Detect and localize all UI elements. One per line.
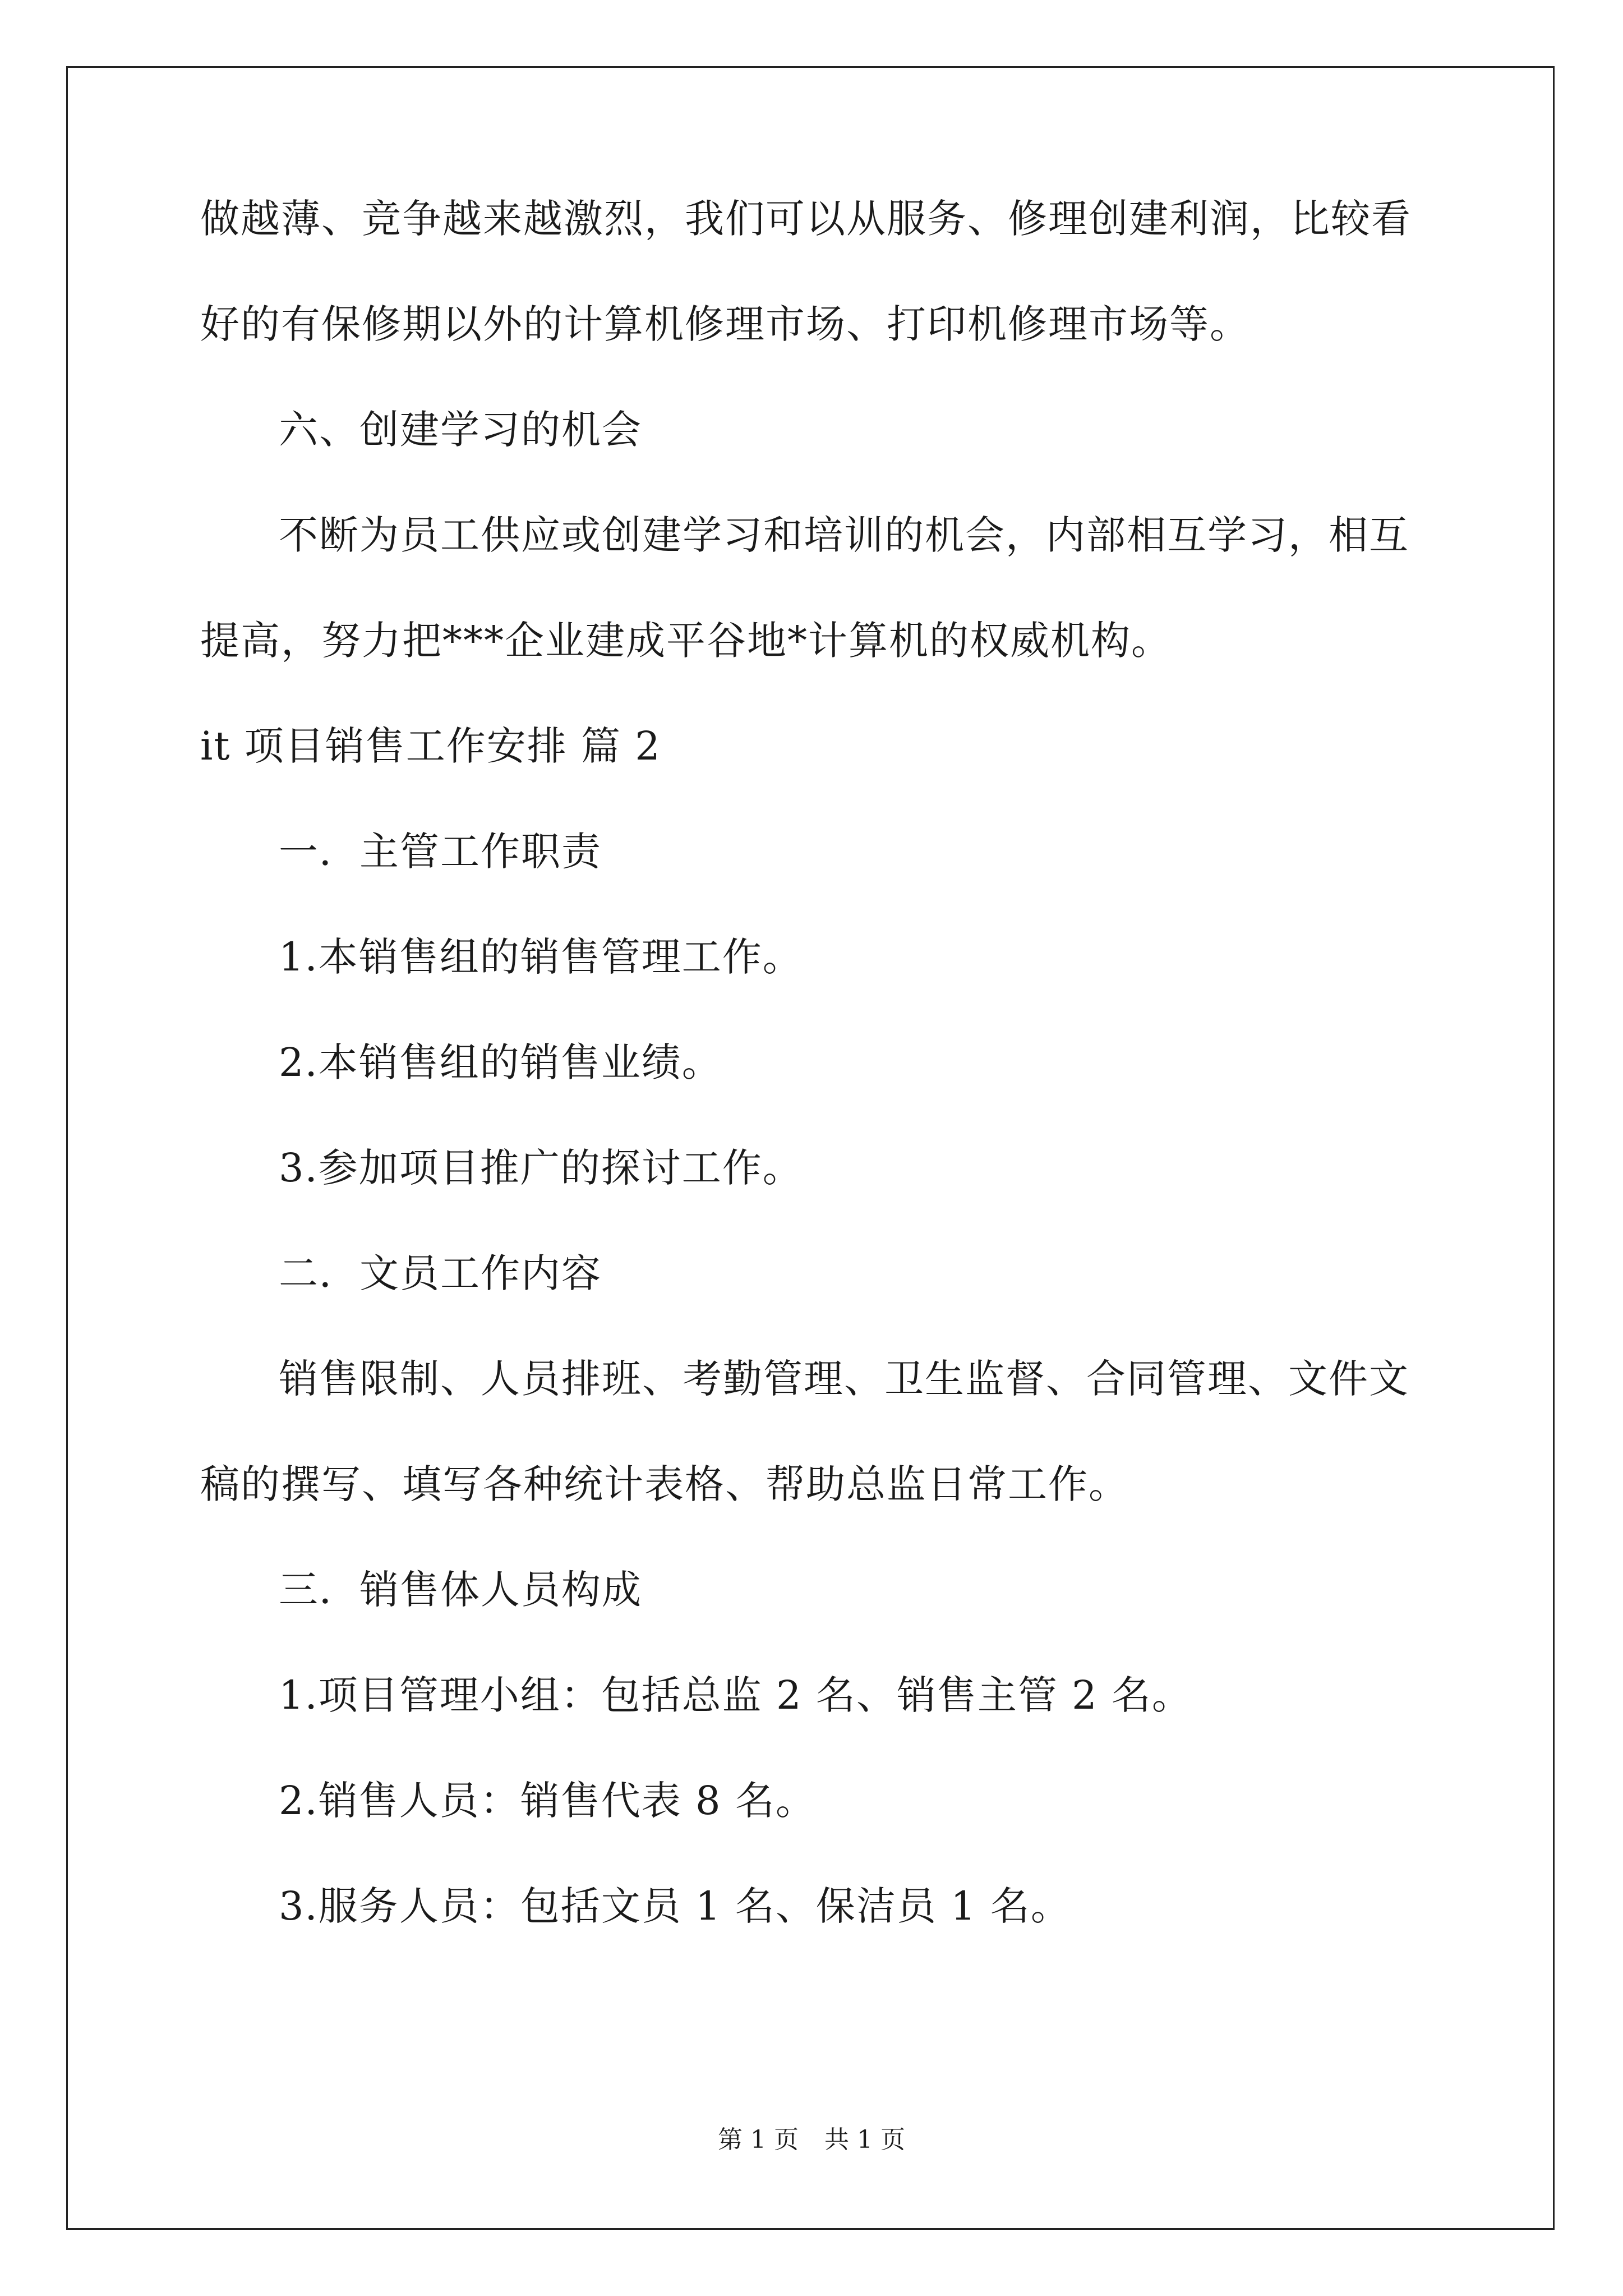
page-footer xyxy=(0,2123,1623,2157)
list-item: 1.本销售组的销售管理工作。 xyxy=(279,934,803,980)
page-number: 第 1 页 xyxy=(718,2125,799,2154)
section-heading: 三．销售体人员构成 xyxy=(279,1567,642,1613)
list-item: 3.参加项目推广的探讨工作。 xyxy=(279,1145,803,1191)
page-total: 共 1 页 xyxy=(824,2125,905,2154)
section-heading: 二．文员工作内容 xyxy=(279,1250,602,1296)
paragraph-line: 做越薄、竞争越来越激烈，我们可以从服务、修理创建利润，比较看 xyxy=(200,196,1412,242)
paragraph-line: 稿的撰写、填写各种统计表格、帮助总监日常工作。 xyxy=(200,1461,1129,1507)
paragraph-line: 好的有保修期以外的计算机修理市场、打印机修理市场等。 xyxy=(200,301,1250,347)
list-item: 2.销售人员：销售代表 8 名。 xyxy=(279,1778,816,1824)
paragraph-line: 销售限制、人员排班、考勤管理、卫生监督、合同管理、文件文 xyxy=(279,1356,1409,1402)
list-item: 2.本销售组的销售业绩。 xyxy=(279,1039,722,1085)
article-title: it 项目销售工作安排 篇 2 xyxy=(200,723,661,769)
list-item: 1.项目管理小组：包括总监 2 名、销售主管 2 名。 xyxy=(279,1672,1192,1718)
section-heading: 一．主管工作职责 xyxy=(279,829,602,875)
section-heading: 六、创建学习的机会 xyxy=(279,407,642,453)
paragraph-line: 不断为员工供应或创建学习和培训的机会，内部相互学习，相互 xyxy=(279,512,1409,558)
list-item: 3.服务人员：包括文员 1 名、保洁员 1 名。 xyxy=(279,1883,1071,1929)
paragraph-line: 提高，努力把***企业建成平谷地*计算机的权威机构。 xyxy=(200,618,1172,664)
